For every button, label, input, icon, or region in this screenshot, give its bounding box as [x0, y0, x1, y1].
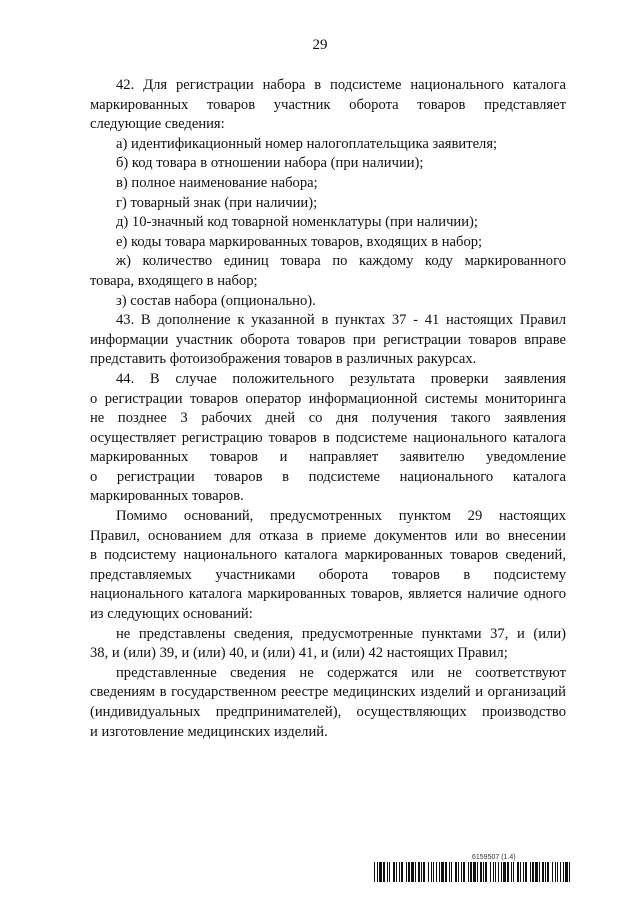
text-line: представляемых участниками оборота товаров в подсистему	[90, 566, 566, 583]
text-line: маркированных товаров.	[90, 488, 244, 505]
text-line: представленные сведения не содержатся или не соответствуют	[116, 664, 566, 681]
barcode	[374, 862, 570, 882]
text-line: товара, входящего в набор;	[90, 272, 258, 289]
text-line: национального каталога маркированных товаров, является наличие одного	[90, 586, 566, 603]
text-line: не представлены сведения, предусмотренные пунктами 37, и (или)	[116, 625, 566, 642]
list-item: а) идентификационный номер налогоплательщика заявителя;	[116, 135, 498, 152]
page-number: 29	[312, 37, 328, 53]
list-item: б) код товара в отношении набора (при наличии);	[116, 155, 424, 172]
text-line: не позднее 3 рабочих дней со дня получения такого заявления	[90, 410, 566, 427]
text-line: о регистрации товаров оператор информационной системы мониторинга	[90, 390, 566, 407]
text-line: сведениям в государственном реестре медицинских изделий и организаций	[90, 684, 566, 701]
list-item: ж) количество единиц товара по каждому коду маркированного	[116, 253, 566, 270]
list-item: з) состав набора (опционально).	[116, 292, 316, 309]
list-item: в) полное наименование набора;	[116, 174, 318, 191]
text-line: представить фотоизображения товаров в различных ракурсах.	[90, 351, 477, 368]
text-line: осуществляет регистрацию товаров в подсистеме национального каталога	[90, 429, 566, 446]
list-item: д) 10-значный код товарной номенклатуры (при наличии);	[116, 214, 478, 231]
text-line: следующие сведения:	[90, 116, 225, 133]
text-line: в подсистему национального каталога маркированных товаров сведений,	[90, 547, 566, 564]
paragraph-44-line: 44. В случае положительного результата проверки заявления	[116, 370, 566, 387]
document-code: 6159507 (1.4)	[472, 854, 516, 861]
text-line: и изготовление медицинских изделий.	[90, 723, 328, 740]
text-line: 42. Для регистрации набора в подсистеме национального каталога	[116, 77, 566, 93]
text-line: Правил, основанием для отказа в приеме документов или во внесении	[90, 527, 566, 544]
text-line: о регистрации товаров в подсистеме национального каталога	[90, 468, 566, 485]
text-line: 38, и (или) 39, и (или) 40, и (или) 41, и (или) 42 настоящих Правил;	[90, 645, 508, 662]
text-line: (индивидуальных предпринимателей), осуществляющих производство	[90, 704, 566, 720]
text-line: информации участник оборота товаров при регистрации товаров вправе	[90, 331, 566, 348]
paragraph-43-line: 43. В дополнение к указанной в пунктах 37 - 41 настоящих Правил	[116, 312, 566, 329]
text-line: маркированных товаров участник оборота товаров представляет	[90, 96, 566, 113]
text-line: Помимо оснований, предусмотренных пунктом 29 настоящих	[116, 508, 566, 525]
document-body	[90, 76, 566, 742]
list-item: г) товарный знак (при наличии);	[116, 194, 318, 211]
text-line: из следующих оснований:	[90, 606, 253, 623]
text-line: маркированных товаров и направляет заявителю уведомление	[90, 449, 566, 466]
list-item: е) коды товара маркированных товаров, входящих в набор;	[116, 233, 483, 250]
